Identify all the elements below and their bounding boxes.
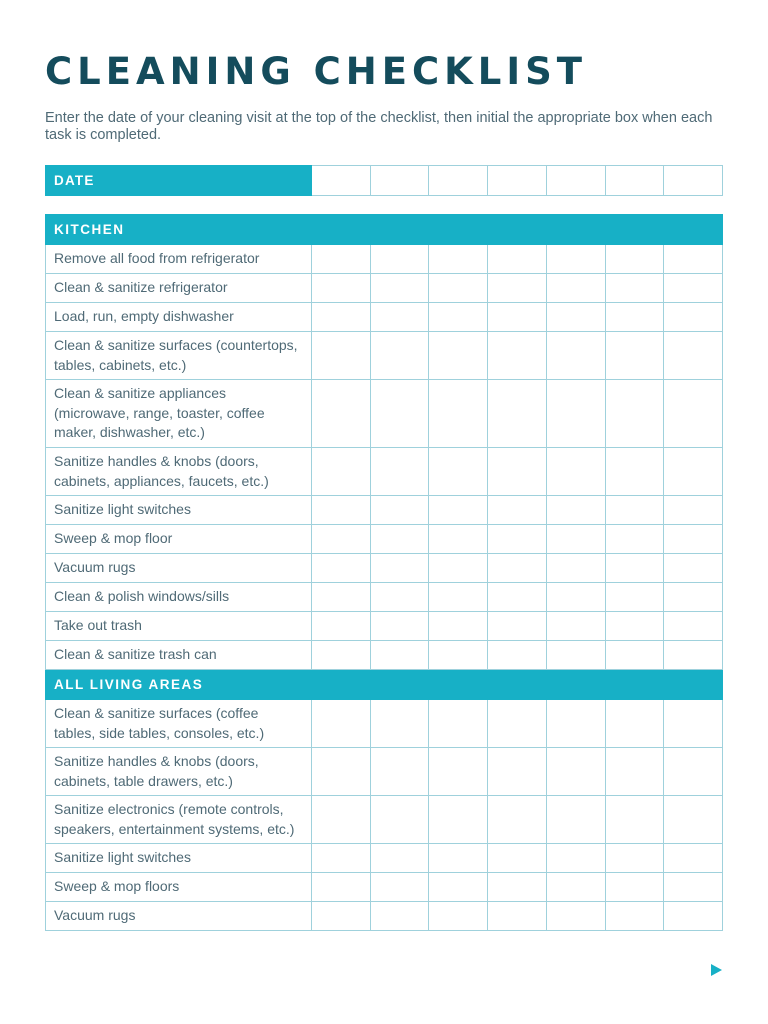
initial-box[interactable]: [429, 245, 488, 274]
initial-box[interactable]: [664, 554, 723, 583]
initial-box[interactable]: [488, 332, 547, 380]
next-page-icon[interactable]: [711, 964, 722, 976]
initial-box[interactable]: [605, 873, 664, 902]
initial-box[interactable]: [488, 448, 547, 496]
initial-box[interactable]: [312, 274, 371, 303]
initial-box[interactable]: [664, 796, 723, 844]
task-label: Sweep & mop floors: [46, 873, 312, 902]
task-row: [46, 641, 723, 670]
initial-box[interactable]: [488, 873, 547, 902]
initial-box[interactable]: [605, 844, 664, 873]
task-row: [46, 303, 723, 332]
initial-box[interactable]: [546, 496, 605, 525]
initial-box[interactable]: [429, 554, 488, 583]
initial-box[interactable]: [429, 448, 488, 496]
initial-box[interactable]: [370, 245, 429, 274]
initial-box[interactable]: [370, 380, 429, 448]
initial-box[interactable]: [605, 496, 664, 525]
initial-box[interactable]: [312, 583, 371, 612]
initial-box[interactable]: [370, 902, 429, 931]
initial-box[interactable]: [664, 274, 723, 303]
task-row: [46, 332, 723, 380]
initial-box[interactable]: [664, 612, 723, 641]
initial-box[interactable]: [312, 796, 371, 844]
initial-box[interactable]: [605, 245, 664, 274]
initial-box[interactable]: [312, 748, 371, 796]
initial-box[interactable]: [605, 274, 664, 303]
initial-box[interactable]: [488, 303, 547, 332]
initial-box[interactable]: [370, 496, 429, 525]
date-row: [46, 166, 723, 196]
task-row: [46, 245, 723, 274]
task-label: Sanitize electronics (remote controls, speakers, entertainment systems, etc.): [46, 796, 312, 844]
initial-box[interactable]: [429, 380, 488, 448]
initial-box[interactable]: [664, 245, 723, 274]
initial-box[interactable]: [488, 641, 547, 670]
initial-box[interactable]: [605, 332, 664, 380]
initial-box[interactable]: [312, 902, 371, 931]
task-row: [46, 796, 723, 844]
initial-box[interactable]: [429, 612, 488, 641]
initial-box[interactable]: [605, 748, 664, 796]
initial-box[interactable]: [605, 525, 664, 554]
initial-box[interactable]: [488, 245, 547, 274]
initial-box[interactable]: [664, 873, 723, 902]
initial-box[interactable]: [546, 332, 605, 380]
initial-box[interactable]: [312, 380, 371, 448]
initial-box[interactable]: [429, 274, 488, 303]
initial-box[interactable]: [546, 554, 605, 583]
task-row: [46, 583, 723, 612]
task-label: Clean & sanitize refrigerator: [46, 274, 312, 303]
initial-box[interactable]: [664, 700, 723, 748]
initial-box[interactable]: [664, 844, 723, 873]
initial-box[interactable]: [312, 303, 371, 332]
initial-box[interactable]: [605, 700, 664, 748]
initial-box[interactable]: [488, 902, 547, 931]
initial-box[interactable]: [605, 554, 664, 583]
task-label: Sanitize light switches: [46, 844, 312, 873]
initial-box[interactable]: [664, 448, 723, 496]
initial-box[interactable]: [605, 796, 664, 844]
task-label: Clean & polish windows/sills: [46, 583, 312, 612]
initial-box[interactable]: [370, 303, 429, 332]
initial-box[interactable]: [312, 700, 371, 748]
date-table: [45, 165, 723, 196]
initial-box[interactable]: [312, 844, 371, 873]
task-row: [46, 554, 723, 583]
initial-box[interactable]: [488, 554, 547, 583]
initial-box[interactable]: [664, 332, 723, 380]
date-box[interactable]: [488, 166, 547, 196]
task-label: Clean & sanitize appliances (microwave, range, toaster, coffee maker, dishwasher, etc.): [46, 380, 312, 448]
initial-box[interactable]: [312, 873, 371, 902]
initial-box[interactable]: [312, 245, 371, 274]
task-row: [46, 448, 723, 496]
initial-box[interactable]: [429, 525, 488, 554]
initial-box[interactable]: [312, 525, 371, 554]
initial-box[interactable]: [312, 332, 371, 380]
initial-box[interactable]: [370, 748, 429, 796]
initial-box[interactable]: [429, 902, 488, 931]
initial-box[interactable]: [546, 700, 605, 748]
task-row: [46, 496, 723, 525]
initial-box[interactable]: [546, 525, 605, 554]
initial-box[interactable]: [488, 496, 547, 525]
initial-box[interactable]: [488, 844, 547, 873]
initial-box[interactable]: [546, 748, 605, 796]
date-box[interactable]: [546, 166, 605, 196]
initial-box[interactable]: [546, 303, 605, 332]
task-row: [46, 873, 723, 902]
initial-box[interactable]: [605, 303, 664, 332]
initial-box[interactable]: [664, 380, 723, 448]
initial-box[interactable]: [429, 303, 488, 332]
initial-box[interactable]: [429, 583, 488, 612]
initial-box[interactable]: [488, 700, 547, 748]
initial-box[interactable]: [546, 583, 605, 612]
initial-box[interactable]: [429, 844, 488, 873]
task-label: Vacuum rugs: [46, 902, 312, 931]
initial-box[interactable]: [664, 496, 723, 525]
date-box[interactable]: [312, 166, 371, 196]
initial-box[interactable]: [312, 448, 371, 496]
task-label: Sanitize handles & knobs (doors, cabinets, table drawers, etc.): [46, 748, 312, 796]
initial-box[interactable]: [664, 583, 723, 612]
task-label: Load, run, empty dishwasher: [46, 303, 312, 332]
section-title: ALL LIVING AREAS: [46, 670, 723, 700]
initial-box[interactable]: [488, 612, 547, 641]
initial-box[interactable]: [370, 700, 429, 748]
task-label: Clean & sanitize trash can: [46, 641, 312, 670]
initial-box[interactable]: [370, 274, 429, 303]
initial-box[interactable]: [546, 245, 605, 274]
initial-box[interactable]: [429, 641, 488, 670]
initial-box[interactable]: [312, 641, 371, 670]
initial-box[interactable]: [312, 554, 371, 583]
date-box[interactable]: [429, 166, 488, 196]
initial-box[interactable]: [605, 612, 664, 641]
initial-box[interactable]: [370, 873, 429, 902]
initial-box[interactable]: [429, 873, 488, 902]
initial-box[interactable]: [429, 796, 488, 844]
initial-box[interactable]: [488, 796, 547, 844]
initial-box[interactable]: [488, 525, 547, 554]
task-label: Remove all food from refrigerator: [46, 245, 312, 274]
section-header: [46, 670, 723, 700]
initial-box[interactable]: [488, 583, 547, 612]
task-row: [46, 748, 723, 796]
task-row: [46, 844, 723, 873]
initial-box[interactable]: [370, 332, 429, 380]
initial-box[interactable]: [312, 612, 371, 641]
intro-text: Enter the date of your cleaning visit at the top of the checklist, then initial the appropriate box when each task is completed.: [45, 110, 713, 143]
initial-box[interactable]: [546, 873, 605, 902]
task-label: Sanitize handles & knobs (doors, cabinets, appliances, faucets, etc.): [46, 448, 312, 496]
section-header: [46, 215, 723, 245]
task-label: Sweep & mop floor: [46, 525, 312, 554]
initial-box[interactable]: [605, 448, 664, 496]
initial-box[interactable]: [370, 525, 429, 554]
initial-box[interactable]: [488, 380, 547, 448]
page-title: CLEANING CHECKLIST: [45, 50, 588, 93]
date-box[interactable]: [370, 166, 429, 196]
initial-box[interactable]: [664, 902, 723, 931]
initial-box[interactable]: [546, 612, 605, 641]
task-label: Clean & sanitize surfaces (countertops, tables, cabinets, etc.): [46, 332, 312, 380]
initial-box[interactable]: [370, 641, 429, 670]
initial-box[interactable]: [429, 700, 488, 748]
initial-box[interactable]: [370, 796, 429, 844]
initial-box[interactable]: [546, 380, 605, 448]
task-row: [46, 612, 723, 641]
initial-box[interactable]: [546, 902, 605, 931]
initial-box[interactable]: [605, 380, 664, 448]
task-row: [46, 380, 723, 448]
initial-box[interactable]: [488, 274, 547, 303]
initial-box[interactable]: [429, 496, 488, 525]
initial-box[interactable]: [546, 448, 605, 496]
initial-box[interactable]: [370, 612, 429, 641]
initial-box[interactable]: [312, 496, 371, 525]
task-label: Sanitize light switches: [46, 496, 312, 525]
task-label: Vacuum rugs: [46, 554, 312, 583]
date-box[interactable]: [664, 166, 723, 196]
initial-box[interactable]: [664, 641, 723, 670]
initial-box[interactable]: [546, 844, 605, 873]
task-label: Clean & sanitize surfaces (coffee tables, side tables, consoles, etc.): [46, 700, 312, 748]
date-label: DATE: [46, 166, 312, 196]
initial-box[interactable]: [664, 748, 723, 796]
initial-box[interactable]: [546, 274, 605, 303]
initial-box[interactable]: [546, 796, 605, 844]
initial-box[interactable]: [370, 583, 429, 612]
initial-box[interactable]: [605, 583, 664, 612]
initial-box[interactable]: [664, 303, 723, 332]
initial-box[interactable]: [370, 554, 429, 583]
initial-box[interactable]: [370, 448, 429, 496]
task-label: Take out trash: [46, 612, 312, 641]
task-row: [46, 274, 723, 303]
checklist-table: [45, 214, 723, 931]
date-box[interactable]: [605, 166, 664, 196]
initial-box[interactable]: [605, 902, 664, 931]
initial-box[interactable]: [488, 748, 547, 796]
initial-box[interactable]: [429, 332, 488, 380]
initial-box[interactable]: [664, 525, 723, 554]
task-row: [46, 700, 723, 748]
initial-box[interactable]: [605, 641, 664, 670]
task-row: [46, 902, 723, 931]
initial-box[interactable]: [370, 844, 429, 873]
initial-box[interactable]: [429, 748, 488, 796]
section-title: KITCHEN: [46, 215, 723, 245]
initial-box[interactable]: [546, 641, 605, 670]
task-row: [46, 525, 723, 554]
